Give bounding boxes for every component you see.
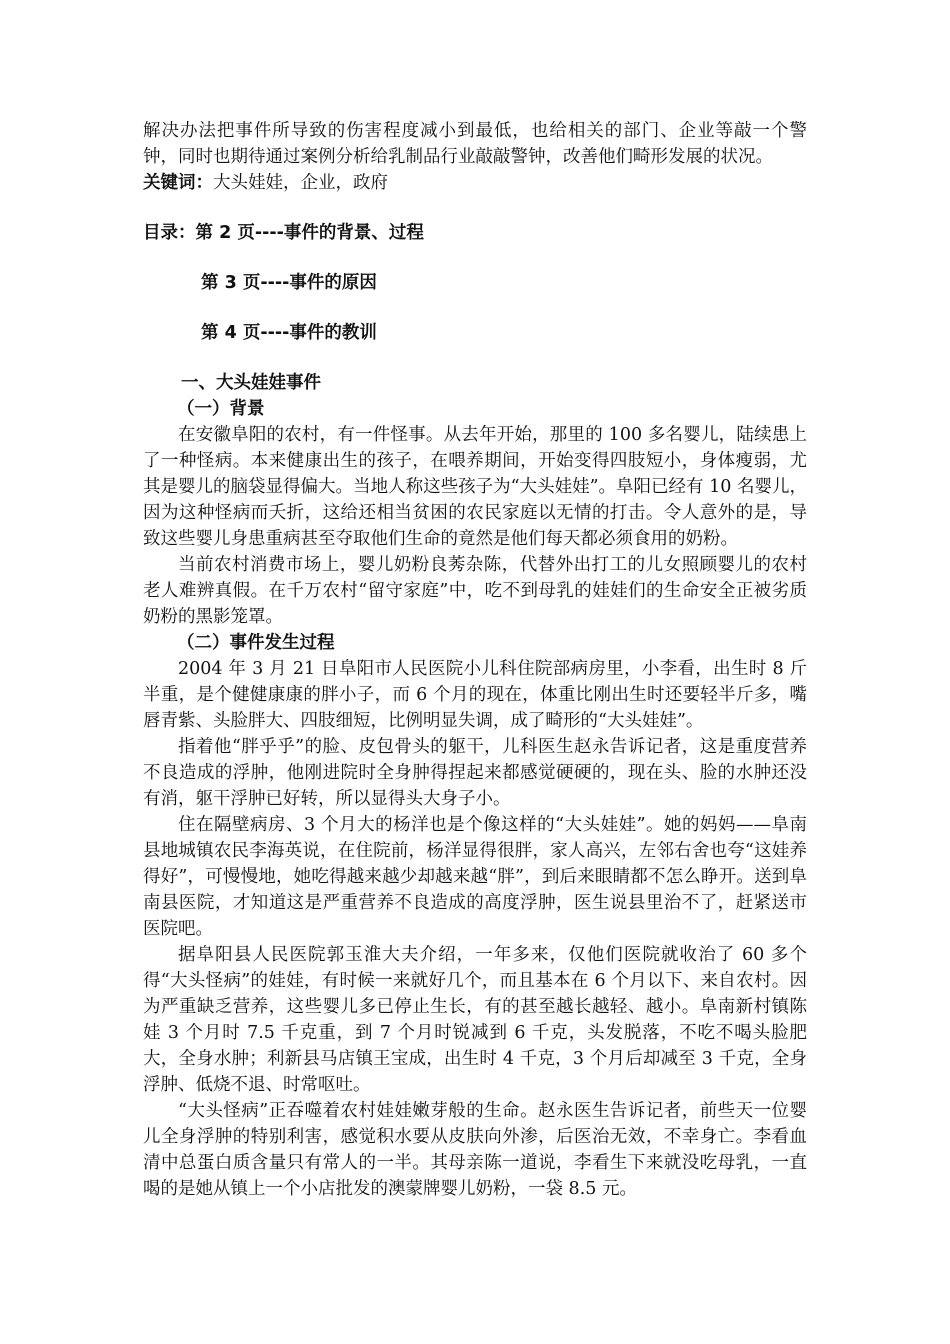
toc-entry-2: 第 3 页----事件的原因: [201, 273, 377, 293]
paragraph: “大头怪病”正吞噬着农村娃娃嫩芽般的生命。赵永医生告诉记者，前些天一位婴儿全身浮肿的特别利害，感觉积水要从皮肤向外渗，后医治无效，不幸身亡。李看血清中总蛋白质含量只有常人的一半。其母亲陈一道说，李看生下来就没吃母乳，一直喝的是她从镇上一个小店批发的澳蒙牌婴儿奶粉，一袋 8.5 元。: [143, 1101, 807, 1199]
paragraph: 在安徽阜阳的农村，有一件怪事。从去年开始，那里的 100 多名婴儿，陆续患上了一种怪病。本来健康出生的孩子，在喂养期间，开始变得四肢短小，身体瘦弱，尤其是婴儿的脑袋显得偏大。当地人称这些孩子为“大头娃娃”。阜阳已经有 10 名婴儿，因为这种怪病而夭折，这给还相当贫困的农民家庭以无情的打击。令人意外的是，导致这些婴儿身患重病甚至夺取他们生命的竟然是他们每天都必须食用的奶粉。: [143, 425, 807, 549]
toc-label: 目录：: [143, 223, 196, 243]
paragraph: 指着他“胖乎乎”的脸、皮包骨头的躯干，儿科医生赵永告诉记者，这是重度营养不良造成的浮肿，他刚进院时全身肿得捏起来都感觉硬硬的，现在头、脸的水肿还没有消，躯干浮肿已好转，所以显得头大身子小。: [143, 737, 807, 809]
document-body: [143, 118, 807, 1202]
paragraph: 据阜阳县人民医院郭玉淮大夫介绍，一年多来，仅他们医院就收治了 60 多个得“大头怪病”的娃娃，有时候一来就好几个，而且基本在 6 个月以下、来自农村。因为严重缺乏营养，这些婴儿多已停止生长，有的甚至越长越轻、越小。阜南新村镇陈娃 3 个月时 7.5 千克重，到 7 个月时锐减到 6 千克，头发脱落，不吃不喝头脸肥大，全身水肿；利新县马店镇王宝成，出生时 4 千克，3 个月后却减至 3 千克，全身浮肿、低烧不退、时常呕吐。: [143, 945, 807, 1095]
toc-entry-1: [143, 220, 807, 246]
paragraph: 2004 年 3 月 21 日阜阳市人民医院小儿科住院部病房里，小李看，出生时 8 斤半重，是个健健康康的胖小子，而 6 个月的现在，体重比刚出生时还要轻半斤多，嘴唇青紫、头脸胖大、四肢细短，比例明显失调，成了畸形的“大头娃娃”。: [143, 659, 807, 731]
keywords-line: [143, 170, 807, 196]
paragraph: 住在隔壁病房、3 个月大的杨洋也是个像这样的“大头娃娃”。她的妈妈——阜南县地城镇农民李海英说，在住院前，杨洋显得很胖，家人高兴，左邻右舍也夸“这娃养得好”，可慢慢地，她吃得越来越少却越来越“胖”，到后来眼睛都不怎么睁开。送到阜南县医院，才知道这是严重营养不良造成的高度浮肿，医生说县里治不了，赶紧送市医院吧。: [143, 815, 807, 939]
subsection-heading-process: （二）事件发生过程: [177, 633, 335, 653]
keywords-label: 关键词：: [143, 173, 213, 193]
keywords-value: 大头娃娃，企业，政府: [213, 173, 388, 193]
subsection-heading-background: （一）背景: [177, 399, 265, 419]
paragraph: 当前农村消费市场上，婴儿奶粉良莠杂陈，代替外出打工的儿女照顾婴儿的农村老人难辨真假。在千万农村“留守家庭”中，吃不到母乳的娃娃们的生命安全正被劣质奶粉的黑影笼罩。: [143, 555, 807, 627]
toc-entry-3: 第 4 页----事件的教训: [201, 323, 377, 343]
section-heading: 一、大头娃娃事件: [181, 373, 321, 393]
abstract-continuation: 解决办法把事件所导致的伤害程度减小到最低，也给相关的部门、企业等敲一个警钟，同时也期待通过案例分析给乳制品行业敲敲警钟，改善他们畸形发展的状况。: [143, 121, 807, 167]
toc-item: 第 2 页----事件的背景、过程: [195, 223, 424, 243]
